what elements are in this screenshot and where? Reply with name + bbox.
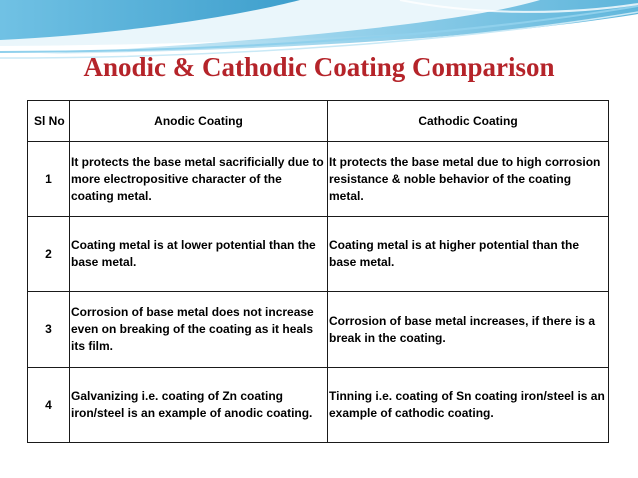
comparison-table xyxy=(27,100,609,443)
anodic-cell: Coating metal is at lower potential than the base metal. xyxy=(70,217,328,292)
header-cathodic-coating: Cathodic Coating xyxy=(328,101,609,142)
table-header-row xyxy=(28,101,609,142)
header-anodic-coating: Anodic Coating xyxy=(70,101,328,142)
cathodic-cell: Tinning i.e. coating of Sn coating iron/steel is an example of cathodic coating. xyxy=(328,368,609,443)
row-serial-number: 3 xyxy=(28,292,70,368)
row-serial-number: 2 xyxy=(28,217,70,292)
cathodic-cell: Coating metal is at higher potential than the base metal. xyxy=(328,217,609,292)
row-serial-number: 1 xyxy=(28,142,70,217)
anodic-cell: Galvanizing i.e. coating of Zn coating iron/steel is an example of anodic coating. xyxy=(70,368,328,443)
slide-title: Anodic & Cathodic Coating Comparison xyxy=(83,52,555,82)
table-row xyxy=(28,142,609,217)
anodic-cell: Corrosion of base metal does not increase even on breaking of the coating as it heals its film. xyxy=(70,292,328,368)
anodic-cell: It protects the base metal sacrificially due to more electropositive character of the coating metal. xyxy=(70,142,328,217)
table-row xyxy=(28,368,609,443)
table-row xyxy=(28,217,609,292)
cathodic-cell: Corrosion of base metal increases, if there is a break in the coating. xyxy=(328,292,609,368)
header-sl-no: Sl No xyxy=(28,101,70,142)
row-serial-number: 4 xyxy=(28,368,70,443)
cathodic-cell: It protects the base metal due to high corrosion resistance & noble behavior of the coating metal. xyxy=(328,142,609,217)
table-row xyxy=(28,292,609,368)
